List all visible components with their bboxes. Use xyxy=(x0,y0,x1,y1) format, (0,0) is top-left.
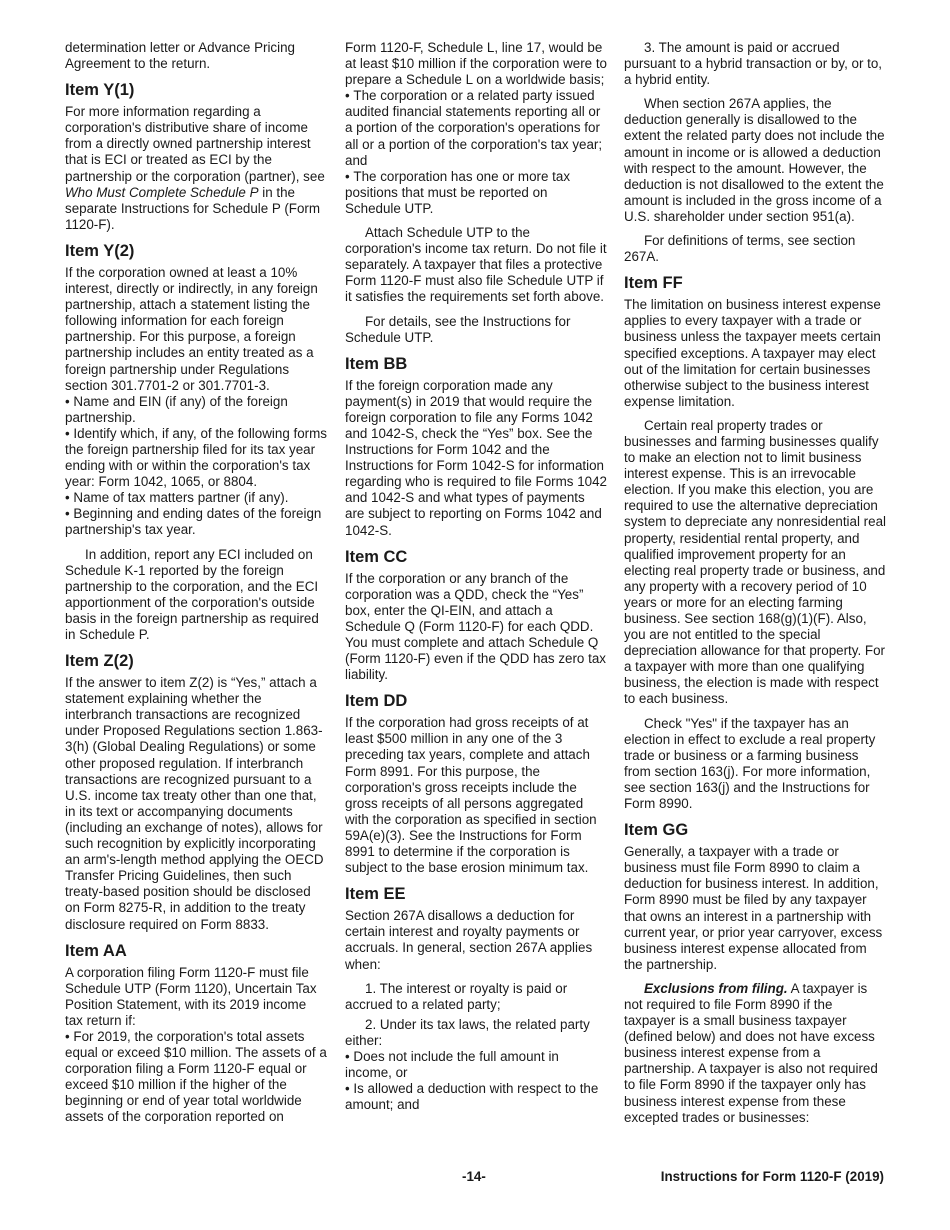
paragraph: In addition, report any ECI included on Schedule K-1 reported by the foreign partnership to the corporation, and the ECI apportionment of the corporation's outside basis in the foreign partnership as required in Schedule P. xyxy=(65,546,319,642)
paragraph: If the answer to item Z(2) is “Yes,” attach a statement explaining whether the interbranch transactions are recognized under Proposed Regulations section 1.863-3(h) (Global Dealing Regulations) or some other proposed regulation. If interbranch transactions are recognized pursuant to a U.S. income tax treaty other than one that, in its text or accompanying documents (including an exchange of notes), allows for such recognition by explicitly incorporating an arm's-length method applying the OECD Transfer Pricing Guidelines, then such treaty-based position should be disclosed on Form 8275-R, in addition to the treaty disclosure required on Form 8833. xyxy=(65,675,324,932)
paragraph: Generally, a taxpayer with a trade or business must file Form 8990 to claim a deduction for business interest. In addition, Form 8990 must be filed by any taxpayer that owns an interest in a partnership with current year, or prior year carryover, excess business interest expense allocated from the partnership. xyxy=(624,844,883,972)
heading-item-bb: Item BB xyxy=(345,354,408,373)
paragraph: If the corporation owned at least a 10% interest, directly or indirectly, in any foreign partnership, attach a statement listing the following information for each foreign partnership. For this purpose, a foreign partnership includes an entity treated as a foreign partnership under Regulations section 301.7701-2 or 301.7701-3. xyxy=(65,264,318,393)
paragraph: When section 267A applies, the deduction generally is disallowed to the extent the related party does not include the amount in income or is allowed a deduction with respect to the amount. However, the deduction is not disallowed to the extent the amount is included in the gross income of a U.S. shareholder under section 951(a). xyxy=(624,96,885,224)
heading-item-ee: Item EE xyxy=(345,885,406,904)
heading-item-aa: Item AA xyxy=(65,941,127,960)
paragraph: For definitions of terms, see section 267A. xyxy=(624,233,856,265)
heading-item-y1: Item Y(1) xyxy=(65,81,135,100)
numbered-item: 1. The interest or royalty is paid or accrued to a related party; xyxy=(345,980,568,1012)
numbered-item: 3. The amount is paid or accrued pursuant to a hybrid transaction or by, or to, a hybrid entity. xyxy=(624,40,883,88)
run-in-heading: Exclusions from filing. xyxy=(644,980,788,996)
footer-form-title: Instructions for Form 1120-F (2019) xyxy=(660,1169,884,1184)
bullet-item: • For 2019, the corporation's total assets equal or exceed $10 million. The assets of a corporation filing a Form 1120-F equal or exceed $10 million if the higher of the beginning or end of year total worldwide assets of the corporation reported on xyxy=(65,1029,327,1126)
text: A taxpayer is not required to file Form 8990 if the taxpayer is a small business taxpayer (defined below) and does not have excess business interest expense from a partnership. A taxpayer is also not required to file Form 8990 if the taxpayer only has business interest expense from these excepted trades or businesses: xyxy=(624,980,878,1125)
column-left xyxy=(65,40,327,1126)
paragraph: Certain real property trades or businesses and farming businesses qualify to make an election not to limit business interest expense. This is an irrevocable election. If you make this election, you are required to use the alternative depreciation system to depreciate any nonresidential real property, residential rental property, and qualified improvement property for an electing real property trade or business, and any property with a recovery period of 10 years or more for an electing farming business. See section 168(g)(1)(F). Also, you are not entitled to the special depreciation allowance for that property. For a taxpayer with more than one qualifying business, the election is made with respect to each business. xyxy=(624,417,887,707)
bullet-item: • Name of tax matters partner (if any). xyxy=(65,490,327,506)
paragraph: If the corporation or any branch of the corporation was a QDD, check the “Yes” box, enter the QI-EIN, and attach a Schedule Q (Form 1120-F) for each QDD. You must complete and attach Schedule Q (Form 1120-F) even if the QDD has zero tax liability. xyxy=(345,570,606,683)
paragraph: determination letter or Advance Pricing Agreement to the return. xyxy=(65,40,295,72)
heading-item-y2: Item Y(2) xyxy=(65,241,135,260)
paragraph: If the foreign corporation made any payment(s) in 2019 that would require the foreign corporation to file any Forms 1042 and 1042-S, check the “Yes” box. See the Instructions for Form 1042 and the Instructions for Form 1042-S for information regarding who is required to file Forms 1042 and 1042-S and what types of payments are subject to reporting on Forms 1042 and 1042-S. xyxy=(345,377,607,538)
paragraph: If the corporation had gross receipts of at least $500 million in any one of the 3 preceding tax years, complete and attach Form 8991. For this purpose, the corporation's gross receipts include the gross receipts of all persons aggregated with the corporation as specified in section 59A(e)(3). See the Instructions for Form 8991 to determine if the corporation is subject to the base erosion minimum tax. xyxy=(345,715,597,876)
heading-item-dd: Item DD xyxy=(345,692,408,711)
text: in the separate Instructions for Schedule P (Form 1120-F). xyxy=(65,184,321,232)
heading-item-z2: Item Z(2) xyxy=(65,652,134,671)
paragraph xyxy=(65,104,327,233)
bullet-item: • Beginning and ending dates of the foreign partnership's tax year. xyxy=(65,506,327,538)
paragraph: Form 1120-F, Schedule L, line 17, would be at least $10 million if the corporation were to prepare a Schedule L on a worldwide basis; xyxy=(345,40,608,88)
paragraph: For details, see the Instructions for Schedule UTP. xyxy=(345,313,571,345)
bullet-item: • Identify which, if any, of the following forms the foreign partnership filed for its tax year ending with or within the corporation's tax year: Form 1042, 1065, or 8804. xyxy=(65,426,327,490)
bullet-item: • Is allowed a deduction with respect to the amount; and xyxy=(345,1081,607,1113)
column-middle xyxy=(345,40,607,1113)
text: For more information regarding a corporation's distributive share of income from a directly owned partnership interest that is ECI or treated as ECI by the partnership or the corporation (partner), see xyxy=(65,104,325,184)
heading-item-gg: Item GG xyxy=(624,821,689,840)
page-number: -14- xyxy=(462,1169,486,1184)
bullet-item: • Does not include the full amount in income, or xyxy=(345,1049,607,1081)
numbered-item: 2. Under its tax laws, the related party either: xyxy=(345,1016,590,1048)
paragraph: Section 267A disallows a deduction for certain interest and royalty payments or accruals. In general, section 267A applies when: xyxy=(345,908,593,972)
paragraph: The limitation on business interest expense applies to every taxpayer with a trade or business unless the taxpayer meets certain specified exceptions. A taxpayer may elect out of the limitation for certain businesses otherwise subject to the business interest expense limitation. xyxy=(624,297,881,409)
bullet-item: • The corporation or a related party issued audited financial statements reporting all or a portion of the corporation's operations for all or a portion of the corporation's tax year; and xyxy=(345,88,607,168)
paragraph: Attach Schedule UTP to the corporation's income tax return. Do not file it separately. A taxpayer that files a protective Form 1120-F must also file Schedule UTP if it satisfies the requirements set forth above. xyxy=(345,225,607,305)
bullet-item: • Name and EIN (if any) of the foreign partnership. xyxy=(65,394,327,426)
italic-reference: Who Must Complete Schedule P xyxy=(65,184,259,200)
paragraph xyxy=(624,981,886,1126)
paragraph: Check "Yes" if the taxpayer has an election in effect to exclude a real property trade or business or a farming business from section 163(j). For more information, see section 163(j) and the Instructions for Form 8990. xyxy=(624,715,876,812)
bullet-item: • The corporation has one or more tax positions that must be reported on Schedule UTP. xyxy=(345,169,607,217)
column-right xyxy=(624,40,886,1134)
heading-item-cc: Item CC xyxy=(345,547,408,566)
heading-item-ff: Item FF xyxy=(624,274,683,293)
paragraph: A corporation filing Form 1120-F must file Schedule UTP (Form 1120), Uncertain Tax Position Statement, with its 2019 income tax return if: xyxy=(65,964,317,1028)
